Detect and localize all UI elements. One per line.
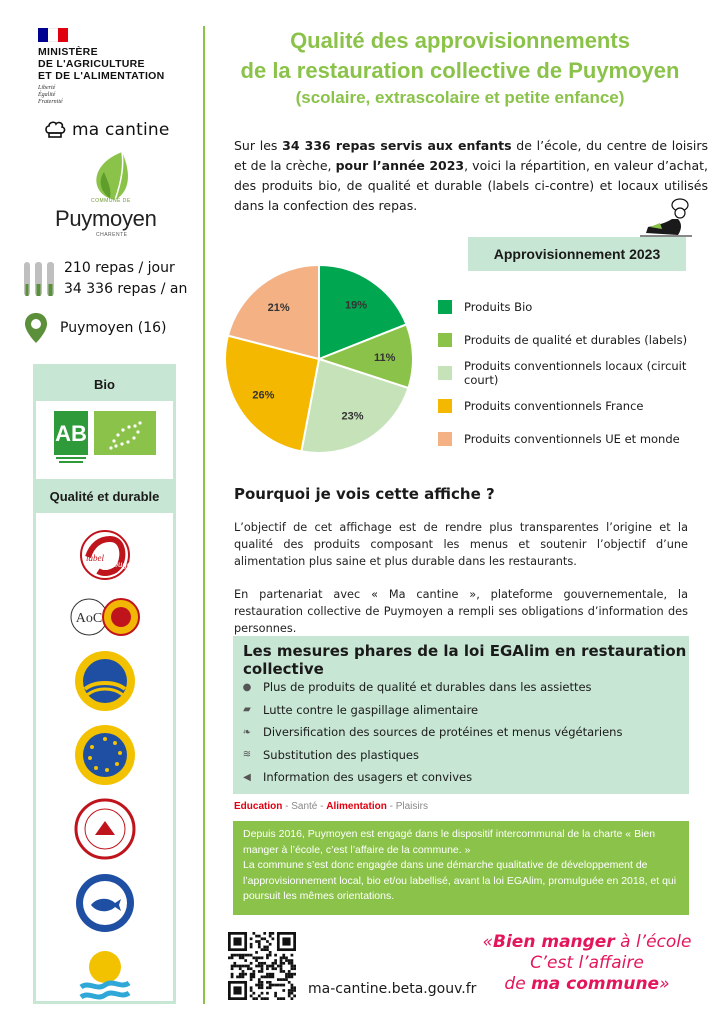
label-rouge-logo — [70, 527, 140, 587]
egalim-item-text: Diversification des sources de protéines et menus végétariens — [263, 725, 623, 740]
ma-cantine-brand — [44, 120, 170, 140]
pie-value-label: 19% — [344, 299, 368, 312]
legend-item — [438, 323, 724, 356]
commune-name: Puymoyen — [55, 206, 157, 231]
chart-legend — [438, 290, 724, 455]
egalim-item — [241, 676, 622, 699]
legend-swatch — [438, 432, 452, 446]
map-pin-icon — [24, 312, 48, 344]
ab-logo — [54, 411, 88, 465]
leaf-icon: ❧ — [242, 726, 252, 738]
aoc-aop-logo — [67, 595, 143, 639]
egalim-item — [241, 766, 622, 789]
eu-organic-logo — [94, 411, 156, 455]
appro-heading: Approvisionnement 2023 — [468, 237, 686, 271]
commitment-box — [233, 821, 689, 915]
column-divider — [203, 26, 205, 1004]
tagline: Education - Santé - Alimentation - Plaisirs — [234, 801, 428, 812]
ma-cantine-label: ma cantine — [72, 120, 170, 140]
egalim-item-text: Lutte contre le gaspillage alimentaire — [263, 702, 479, 717]
svg-text:Rouge: Rouge — [107, 559, 131, 569]
egalim-list — [241, 676, 622, 789]
commune-prefix: COMMUNE DE — [91, 198, 131, 204]
legend-label: Produits de qualité et durables (labels) — [464, 332, 688, 347]
egalim-item — [241, 699, 622, 722]
legend-label: Produits conventionnels France — [464, 398, 644, 413]
egalim-item-text: Substitution des plastiques — [263, 747, 419, 762]
stg-logo — [73, 723, 137, 787]
pie-value-label: 26% — [252, 389, 275, 402]
egalim-item-text: Information des usagers et convives — [263, 770, 473, 785]
legend-item — [438, 356, 724, 389]
ministry-name: MINISTÈRE DE L'AGRICULTURE ET DE L'ALIMENTATION — [38, 46, 165, 82]
qr-code[interactable] — [228, 932, 296, 1000]
republic-motto: Liberté Égalité Fraternité — [38, 85, 63, 105]
french-flag-icon — [38, 28, 68, 42]
legend-label: Produits conventionnels UE et monde — [464, 431, 680, 446]
bio-heading: Bio — [36, 367, 173, 401]
legend-item — [438, 389, 724, 422]
egalim-item — [241, 744, 622, 767]
supply-pie-chart — [222, 262, 416, 456]
meals-per-year: 34 336 repas / an — [64, 281, 188, 297]
legend-item — [438, 422, 724, 455]
location — [24, 312, 167, 344]
chef-illustration — [638, 197, 694, 239]
pie-value-label: 23% — [341, 410, 364, 423]
meals-per-day: 210 repas / jour — [64, 260, 175, 276]
legend-swatch — [438, 399, 452, 413]
igp-logo — [73, 649, 137, 713]
page-title: Qualité des approvisionnements de la restauration collective de Puymoyen (scolaire, extrascolaire et petite enfance) — [240, 28, 680, 107]
meals-stats — [22, 258, 187, 300]
labels-panel — [33, 364, 176, 1004]
location-label: Puymoyen (16) — [60, 320, 167, 336]
why-heading: Pourquoi je vois cette affiche ? — [234, 485, 495, 503]
megaphone-icon: ◀ — [243, 771, 251, 783]
pie-value-label: 21% — [267, 302, 290, 315]
peche-durable-logo — [73, 871, 137, 935]
commitment-paragraph-1: Depuis 2016, Puymoyen est engagé dans le dispositif intercommunal de la charte « Bien manger à l’école, c’est l’affaire de la commune. » — [243, 828, 656, 856]
intro-paragraph: Sur les 34 336 repas servis aux enfants de l’école, du centre de loisirs et de la crèche, pour l’année 2023, voici la répartition, en valeur d’achat, des produits bio, de qualité et durable (labels ci-contre) et locaux utilisés dans la confection des repas. — [234, 138, 708, 213]
apple-icon: ● — [242, 681, 252, 693]
svg-text:label: label — [85, 553, 104, 563]
bio-logos — [36, 411, 173, 469]
commitment-paragraph-2: La commune s’est donc engagée dans une démarche qualitative de développement de l’approvisionnement local, bio et/ou labellisé, avant la loi EGAlim, promulguée en 2018, et qui poursuit les mêmes orientations. — [243, 859, 677, 902]
egalim-item — [241, 721, 622, 744]
why-paragraph-1: L’objectif de cet affichage est de rendre plus transparentes l’origine et la qualité des produits composant les menus et soutenir l’objectif d’une alimentation plus saine et plus durable dans les restaurants. — [234, 521, 688, 568]
egalim-heading: Les mesures phares de la loi EGAlim en restauration collective — [243, 642, 687, 678]
why-paragraph-2: En partenariat avec « Ma cantine », plateforme gouvernementale, la restauration collective de Puymoyen a rempli ses obligations d’information des personnes. — [234, 588, 688, 635]
egalim-panel — [233, 636, 689, 794]
commune-department: CHARENTE — [96, 232, 128, 238]
waves-icon: ≋ — [242, 749, 252, 761]
pie-value-label: 11% — [374, 351, 396, 364]
hve-logo — [73, 797, 137, 861]
campaign-signature: «Bien manger à l’école C’est l’affaire de ma commune» — [482, 932, 692, 994]
legend-label: Produits conventionnels locaux (circuit court) — [464, 358, 687, 387]
cutlery-icon — [22, 260, 56, 298]
legend-swatch — [438, 366, 452, 380]
legend-swatch — [438, 300, 452, 314]
trash-icon: ▰ — [243, 704, 251, 716]
egalim-item-text: Plus de produits de qualité et durables dans les assiettes — [263, 680, 592, 695]
legend-label: Produits Bio — [464, 299, 533, 314]
ministry-logo — [38, 28, 165, 106]
legend-item — [438, 290, 724, 323]
legend-swatch — [438, 333, 452, 347]
region-logo — [75, 945, 135, 1009]
chef-hat-icon — [44, 121, 66, 139]
website-link[interactable]: ma-cantine.beta.gouv.fr — [308, 981, 477, 997]
svg-text:AoC: AoC — [75, 611, 102, 626]
svg-text:AB: AB — [54, 421, 87, 446]
quality-heading: Qualité et durable — [36, 479, 173, 513]
